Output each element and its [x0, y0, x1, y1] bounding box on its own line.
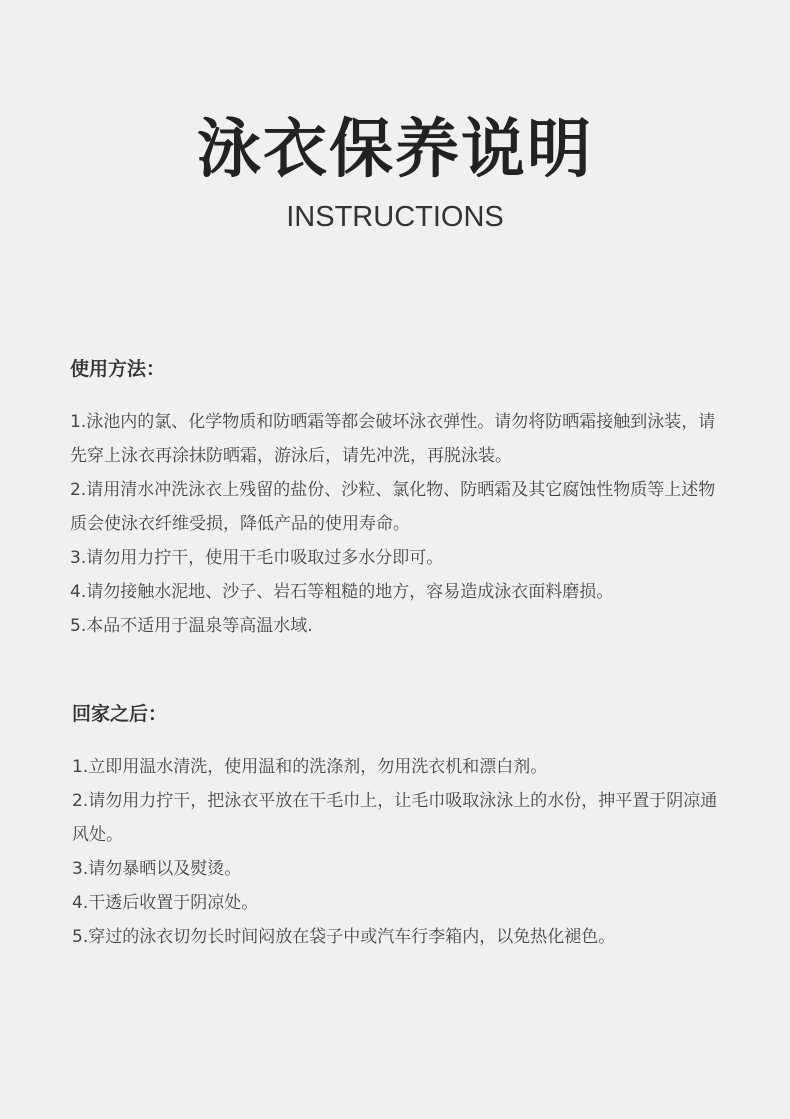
page-subtitle: INSTRUCTIONS — [286, 201, 504, 233]
usage-item-1: 1.泳池内的氯、化学物质和防晒霜等都会破坏泳衣弹性。请勿将防晒霜接触到泳装，请先穿上泳衣再涂抹防晒霜，游泳后，请先冲洗，再脱泳装。 — [70, 412, 716, 466]
usage-item-4: 4.请勿接触水泥地、沙子、岩石等粗糙的地方，容易造成泳衣面料磨损。 — [70, 582, 614, 602]
usage-heading: 使用方法： — [70, 358, 166, 380]
home-care-item-2: 2.请勿用力拧干，把泳衣平放在干毛巾上，让毛巾吸取泳泳上的水份，抻平置于阴凉通风处。 — [72, 791, 718, 845]
home-care-item-4: 4.干透后收置于阴凉处。 — [72, 893, 259, 913]
page-title: 泳衣保养说明 — [197, 113, 593, 187]
usage-section — [70, 355, 730, 643]
usage-list — [70, 405, 730, 643]
usage-item-3: 3.请勿用力拧干，使用干毛巾吸取过多水分即可。 — [70, 548, 444, 568]
home-care-item-3: 3.请勿暴晒以及熨烫。 — [72, 859, 242, 879]
usage-item-5: 5.本品不适用于温泉等高温水域. — [70, 616, 313, 636]
home-care-item-5: 5.穿过的泳衣切勿长时间闷放在袋子中或汽车行李箱内，以免热化褪色。 — [72, 927, 616, 947]
home-care-item-1: 1.立即用温水清洗，使用温和的洗涤剂，勿用洗衣机和漂白剂。 — [72, 757, 548, 777]
home-care-list — [72, 750, 732, 954]
home-care-section — [72, 700, 732, 954]
usage-item-2: 2.请用清水冲洗泳衣上残留的盐份、沙粒、氯化物、防晒霜及其它腐蚀性物质等上述物质会使泳衣纤维受损，降低产品的使用寿命。 — [70, 480, 716, 534]
home-care-heading: 回家之后： — [72, 703, 168, 725]
